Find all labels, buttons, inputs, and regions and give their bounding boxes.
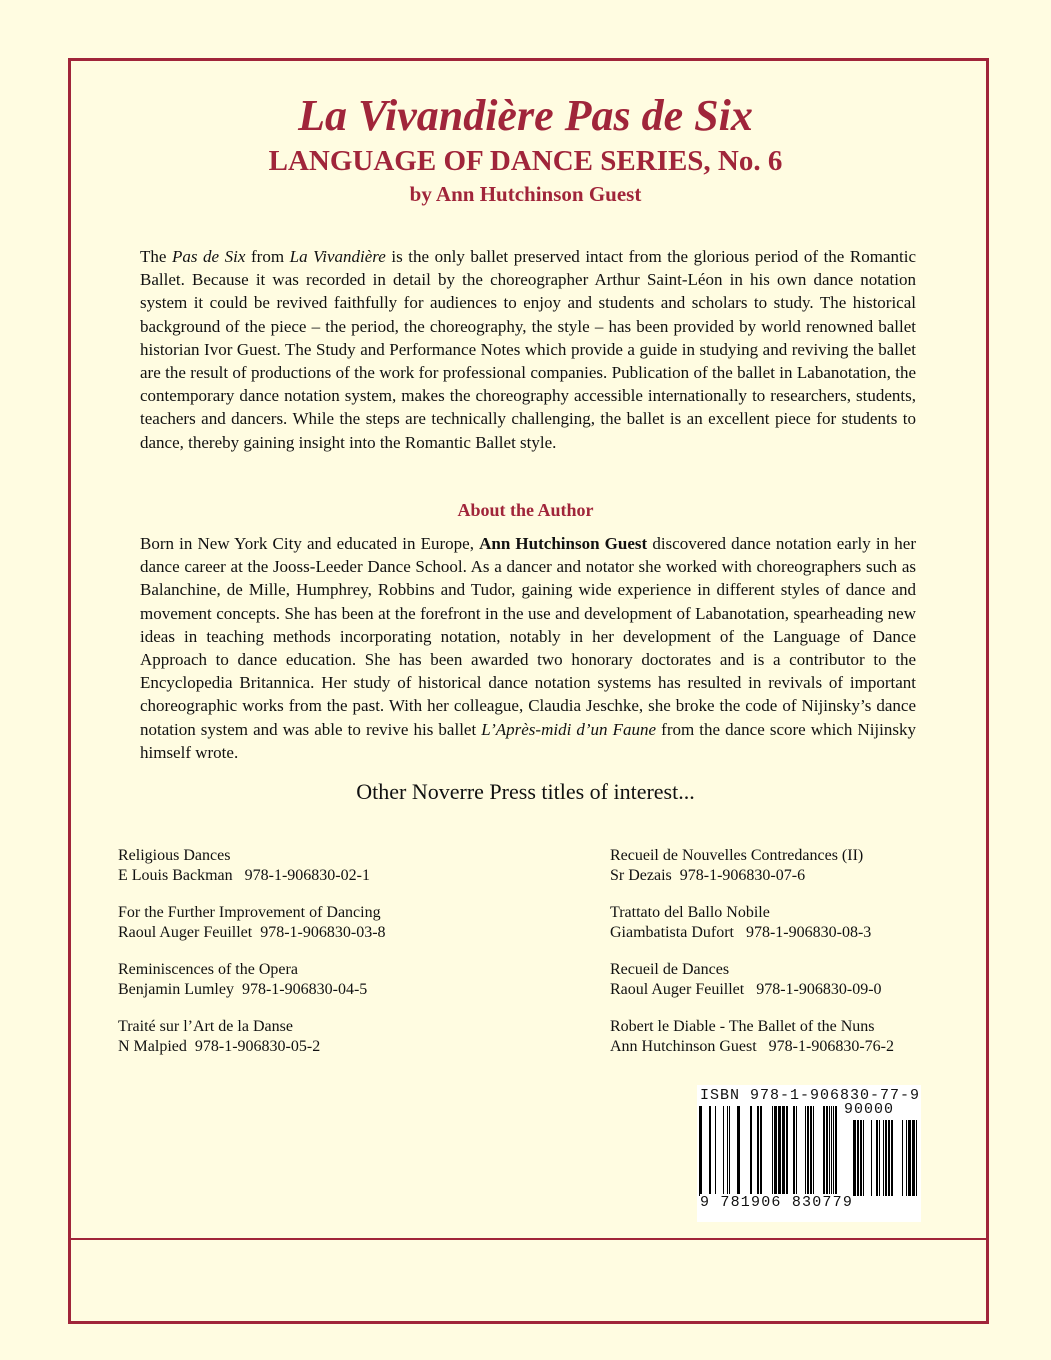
barcode-bar — [863, 1120, 864, 1196]
barcode-bar — [793, 1106, 795, 1196]
barcode-bar — [857, 1120, 859, 1196]
work-title-italic: L’Après-midi d’un Faune — [481, 719, 657, 739]
barcode-bar — [876, 1120, 878, 1196]
book-title-entry: Traité sur l’Art de la Danse — [118, 1018, 293, 1035]
book-author-isbn: E Louis Backman 978-1-906830-02-1 — [118, 867, 370, 884]
book-author-isbn: Sr Dezais 978-1-906830-07-6 — [610, 867, 806, 884]
author-bio-paragraph: Born in New York City and educated in Europe, Ann Hutchinson Guest discovered dance notation early in her dance career at the Jooss-Leeder Dance School. As a dancer and notator she worked with choreographers such as Balanchine, de Mille, Humphrey, Robbins and Tudor, gaining wide experience in different styles of dance and movement concepts. She has been at the forefront in the use and development of Labanotation, spearheading new ideas in teaching methods incorporating notation, notably in her development of the Language of Dance Approach to dance education. She has been awarded two honorary doctorates and is a contributor to the Encyclopedia Britannica. Her study of historical dance notation systems has resulted in revivals of important choreographic works from the past. With her colleague, Claudia Jeschke, she broke the code of Nijinsky’s dance notation system and was able to revive his ballet L’Après-midi d’un Faune from the dance score which Nijinsky himself wrote. — [140, 534, 916, 762]
footer-divider — [71, 1238, 986, 1240]
barcode-bar — [879, 1120, 880, 1196]
book-author-isbn: Raoul Auger Feuillet 978-1-906830-03-8 — [118, 924, 386, 941]
barcode-bar — [835, 1106, 837, 1196]
barcode-bar — [715, 1106, 716, 1196]
series-title: LANGUAGE OF DANCE SERIES, No. 6 — [268, 145, 783, 177]
book-author-isbn: Benjamin Lumley 978-1-906830-04-5 — [118, 981, 368, 998]
book-author-isbn: Giambatista Dufort 978-1-906830-08-3 — [610, 924, 872, 941]
price-code: 90000 — [844, 1101, 895, 1118]
list-item — [610, 846, 894, 903]
barcode-bar — [891, 1120, 893, 1196]
book-author-isbn: N Malpied 978-1-906830-05-2 — [118, 1038, 321, 1055]
about-author-heading: About the Author — [457, 500, 594, 520]
list-item — [118, 846, 386, 903]
barcode-bar — [902, 1120, 903, 1196]
list-item — [610, 1017, 894, 1074]
barcode-bar — [774, 1106, 777, 1196]
isbn-label: ISBN 978-1-906830-77-9 — [700, 1087, 921, 1104]
book-title-entry: Recueil de Nouvelles Contredances (II) — [610, 847, 864, 864]
list-item — [118, 960, 386, 1017]
barcode-bar — [831, 1106, 832, 1196]
barcode-bar — [853, 1120, 856, 1196]
barcode-bar — [829, 1106, 830, 1196]
barcode-bar — [906, 1120, 907, 1196]
barcode-bar — [760, 1106, 762, 1196]
barcode-bar — [757, 1106, 759, 1196]
barcode-bar — [772, 1106, 773, 1196]
barcode-bar — [805, 1106, 806, 1196]
barcode-bar — [782, 1106, 785, 1196]
list-item — [118, 1017, 386, 1074]
book-title-entry: Reminiscences of the Opera — [118, 961, 298, 978]
titles-list-left — [118, 846, 386, 1074]
barcode-bar — [729, 1106, 730, 1196]
book-title-entry: Religious Dances — [118, 847, 231, 864]
barcode-bar — [860, 1120, 862, 1196]
barcode-bar — [813, 1106, 814, 1196]
ean-digits: 9 781906 830779 — [700, 1194, 854, 1211]
barcode-bar — [750, 1106, 752, 1196]
other-titles-heading: Other Noverre Press titles of interest... — [356, 779, 695, 804]
book-title-entry: For the Further Improvement of Dancing — [118, 904, 381, 921]
list-item — [610, 960, 894, 1017]
book-author-isbn: Ann Hutchinson Guest 978-1-906830-76-2 — [610, 1038, 894, 1055]
barcode-bar — [709, 1106, 711, 1196]
barcode-bar — [908, 1120, 911, 1196]
barcode-bar — [727, 1106, 728, 1196]
barcode-bar — [737, 1106, 740, 1196]
barcode-bar — [885, 1120, 887, 1196]
list-item — [118, 903, 386, 960]
barcode-bar — [883, 1120, 884, 1196]
barcode-bar — [916, 1120, 917, 1196]
intro-italic-la-vivandiere: La Vivandière — [289, 247, 386, 266]
barcode-bar — [723, 1106, 724, 1196]
author-name-bold: Ann Hutchinson Guest — [479, 534, 648, 553]
barcode-bar — [778, 1106, 781, 1196]
barcode-bar — [871, 1120, 872, 1196]
barcode-bar — [807, 1106, 809, 1196]
book-title-entry: Trattato del Ballo Nobile — [610, 904, 770, 921]
ean-barcode-bars — [697, 1106, 842, 1196]
barcode-bar — [826, 1106, 828, 1196]
barcode-bar — [796, 1106, 797, 1196]
barcode-bar — [888, 1120, 890, 1196]
author-byline: by Ann Hutchinson Guest — [409, 182, 642, 206]
barcode-bar — [833, 1106, 834, 1196]
barcode-bar — [699, 1106, 702, 1196]
list-item — [610, 903, 894, 960]
barcode-bar — [823, 1106, 825, 1196]
book-title-entry: Recueil de Dances — [610, 961, 730, 978]
intro-paragraph: The Pas de Six from La Vivandière is the only ballet preserved intact from the glorious period of the Romantic Ballet. Because it was recorded in detail by the choreographer Arthur Saint-Léon in his own dance notation system it could be revived faithfully for audiences to enjoy and students and scholars to study. The historical background of the piece – the period, the choreography, the style – has been provided by world renowned ballet historian Ivor Guest. The Study and Performance Notes which provide a guide in studying and reviving the ballet are the result of productions of the work for professional companies. Publication of the ballet in Labanotation, the contemporary dance notation system, makes the choreography accessible internationally to researchers, students, teachers and dancers. While the steps are technically challenging, the ballet is an excellent piece for students to dance, thereby gaining insight into the Romantic Ballet style. — [140, 247, 916, 452]
addon-barcode-bars — [845, 1120, 919, 1196]
barcode-bar — [912, 1120, 915, 1196]
intro-italic-pas-de-six: Pas de Six — [172, 247, 246, 266]
barcode-bar — [786, 1106, 788, 1196]
book-title: La Vivandière Pas de Six — [298, 91, 753, 140]
book-author-isbn: Raoul Auger Feuillet 978-1-906830-09-0 — [610, 981, 882, 998]
barcode-bar — [810, 1106, 812, 1196]
book-title-entry: Robert le Diable - The Ballet of the Nuns — [610, 1018, 875, 1035]
titles-list-right — [610, 846, 894, 1074]
